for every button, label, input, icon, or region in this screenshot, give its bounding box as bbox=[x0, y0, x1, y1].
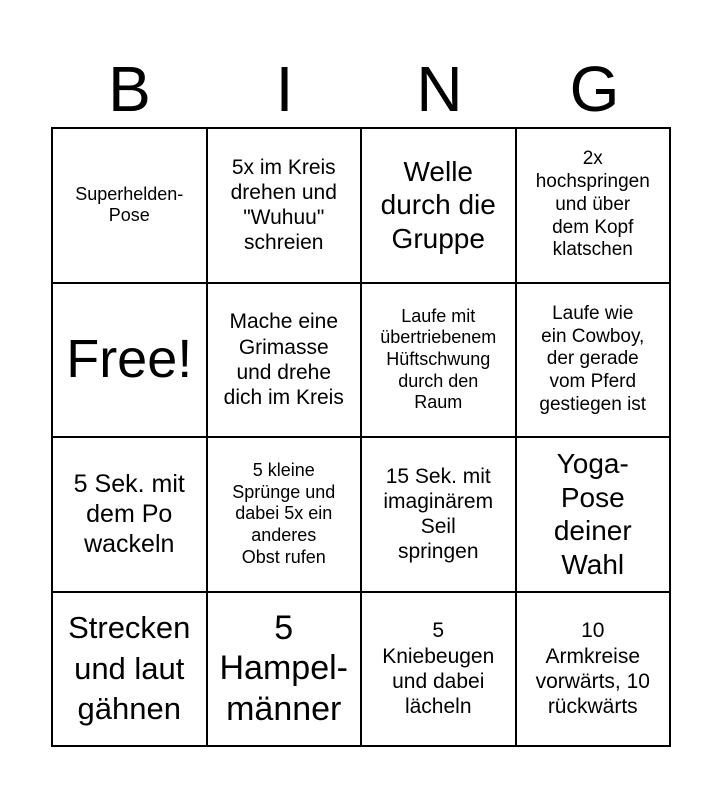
bingo-cell-r4c1[interactable]: Strecken und laut gähnen bbox=[53, 593, 208, 748]
header-letter-i: I bbox=[275, 53, 294, 125]
bingo-cell-r3c3[interactable]: 15 Sek. mit imaginärem Seil springen bbox=[362, 438, 517, 593]
bingo-cell-r1c2[interactable]: 5x im Kreis drehen und "Wuhuu" schreien bbox=[208, 129, 363, 284]
bingo-cell-r2c4[interactable]: Laufe wie ein Cowboy, der gerade vom Pferd gestiegen ist bbox=[517, 284, 672, 439]
bingo-cell-free[interactable]: Free! bbox=[53, 284, 208, 439]
bingo-cell-r3c1[interactable]: 5 Sek. mit dem Po wackeln bbox=[53, 438, 208, 593]
bingo-cell-r3c4[interactable]: Yoga- Pose deiner Wahl bbox=[517, 438, 672, 593]
bingo-cell-r1c1[interactable]: Superhelden- Pose bbox=[53, 129, 208, 284]
header-letter-n: N bbox=[416, 53, 463, 125]
header-letter-g: G bbox=[569, 53, 620, 125]
bingo-header bbox=[52, 50, 672, 128]
bingo-cell-r4c2[interactable]: 5 Hampel- männer bbox=[208, 593, 363, 748]
bingo-cell-r4c3[interactable]: 5 Kniebeugen und dabei lächeln bbox=[362, 593, 517, 748]
bingo-cell-r4c4[interactable]: 10 Armkreise vorwärts, 10 rückwärts bbox=[517, 593, 672, 748]
bingo-cell-r2c3[interactable]: Laufe mit übertriebenem Hüftschwung durch den Raum bbox=[362, 284, 517, 439]
header-letter-b: B bbox=[108, 53, 151, 125]
bingo-cell-r1c3[interactable]: Welle durch die Gruppe bbox=[362, 129, 517, 284]
bingo-cell-r1c4[interactable]: 2x hochspringen und über dem Kopf klatschen bbox=[517, 129, 672, 284]
bingo-grid bbox=[51, 127, 671, 747]
bingo-cell-r3c2[interactable]: 5 kleine Sprünge und dabei 5x ein anderes Obst rufen bbox=[208, 438, 363, 593]
bingo-cell-r2c2[interactable]: Mache eine Grimasse und drehe dich im Kreis bbox=[208, 284, 363, 439]
